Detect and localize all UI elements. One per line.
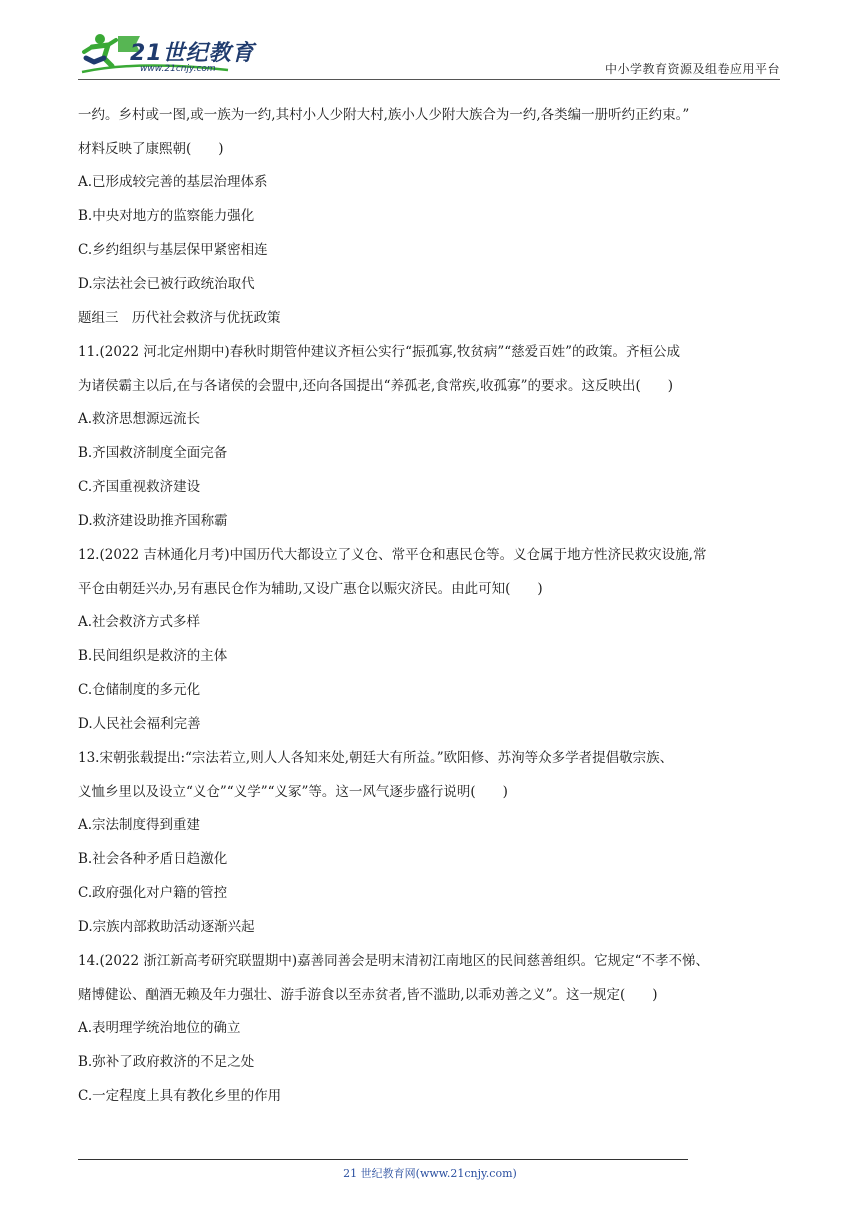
q11-option-c: C.齐国重视救济建设 bbox=[78, 479, 201, 495]
q14-option-b: B.弥补了政府救济的不足之处 bbox=[78, 1054, 255, 1070]
q11-stem-line-2: 为诸侯霸主以后,在与各诸侯的会盟中,还向各国提出“养孤老,食常疾,收孤寡”的要求。这反映出( ) bbox=[78, 378, 674, 394]
intro-line-2: 材料反映了康熙朝( ) bbox=[78, 141, 224, 157]
q14-option-c: C.一定程度上具有教化乡里的作用 bbox=[78, 1088, 282, 1104]
q11-option-b: B.齐国救济制度全面完备 bbox=[78, 445, 228, 461]
header-divider bbox=[78, 79, 780, 80]
q13-option-b: B.社会各种矛盾日趋激化 bbox=[78, 851, 228, 867]
q10-option-a: A.已形成较完善的基层治理体系 bbox=[78, 174, 268, 190]
group-title: 题组三 历代社会救济与优抚政策 bbox=[78, 310, 281, 326]
q12-option-b: B.民间组织是救济的主体 bbox=[78, 648, 228, 664]
q11-option-a: A.救济思想源远流长 bbox=[78, 411, 201, 427]
q14-stem-line-1: 14.(2022 浙江新高考研究联盟期中)嘉善同善会是明末清初江南地区的民间慈善组织。它规定“不孝不悌、 bbox=[78, 953, 710, 969]
page-header bbox=[78, 30, 780, 80]
footer-divider bbox=[78, 1159, 688, 1160]
site-logo[interactable] bbox=[78, 30, 288, 78]
q12-stem-line-2: 平仓由朝廷兴办,另有惠民仓作为辅助,又设广惠仓以赈灾济民。由此可知( ) bbox=[78, 581, 543, 597]
intro-line-1: 一约。乡村或一图,或一族为一约,其村小人少附大村,族小人少附大族合为一约,各类编一册听约正约束。” bbox=[78, 107, 690, 123]
q13-stem-line-1: 13.宋朝张载提出:“宗法若立,则人人各知来处,朝廷大有所益。”欧阳修、苏洵等众多学者提倡敬宗族、 bbox=[78, 750, 674, 766]
platform-label: 中小学教育资源及组卷应用平台 bbox=[604, 62, 780, 76]
q11-stem-line-1: 11.(2022 河北定州期中)春秋时期管仲建议齐桓公实行“振孤寡,牧贫病”“慈爱百姓”的政策。齐桓公成 bbox=[78, 344, 681, 360]
q13-option-d: D.宗族内部救助活动逐渐兴起 bbox=[78, 919, 255, 935]
q12-option-a: A.社会救济方式多样 bbox=[78, 614, 201, 630]
q10-option-c: C.乡约组织与基层保甲紧密相连 bbox=[78, 242, 268, 258]
q13-stem-line-2: 义恤乡里以及设立“义仓”“义学”“义冢”等。这一风气逐步盛行说明( ) bbox=[78, 784, 508, 800]
q14-option-a: A.表明理学统治地位的确立 bbox=[78, 1020, 241, 1036]
q11-option-d: D.救济建设助推齐国称霸 bbox=[78, 513, 228, 529]
q12-option-d: D.人民社会福利完善 bbox=[78, 716, 201, 732]
q14-stem-line-2: 赌博健讼、酗酒无赖及年力强壮、游手游食以至赤贫者,皆不滥助,以乖劝善之义”。这一规定( ) bbox=[78, 987, 658, 1003]
footer-link[interactable]: 21 世纪教育网(www.21cnjy.com) bbox=[343, 1167, 517, 1180]
q13-option-a: A.宗法制度得到重建 bbox=[78, 817, 201, 833]
q10-option-b: B.中央对地方的监察能力强化 bbox=[78, 208, 255, 224]
logo-text: 21世纪教育 bbox=[130, 41, 255, 66]
q10-option-d: D.宗法社会已被行政统治取代 bbox=[78, 276, 255, 292]
q13-option-c: C.政府强化对户籍的管控 bbox=[78, 885, 228, 901]
q12-stem-line-1: 12.(2022 吉林通化月考)中国历代大都设立了义仓、常平仓和惠民仓等。义仓属于地方性济民救灾设施,常 bbox=[78, 547, 707, 563]
q12-option-c: C.仓储制度的多元化 bbox=[78, 682, 201, 698]
document-body bbox=[78, 106, 790, 1121]
logo-url: www.21cnjy.com bbox=[140, 64, 216, 74]
